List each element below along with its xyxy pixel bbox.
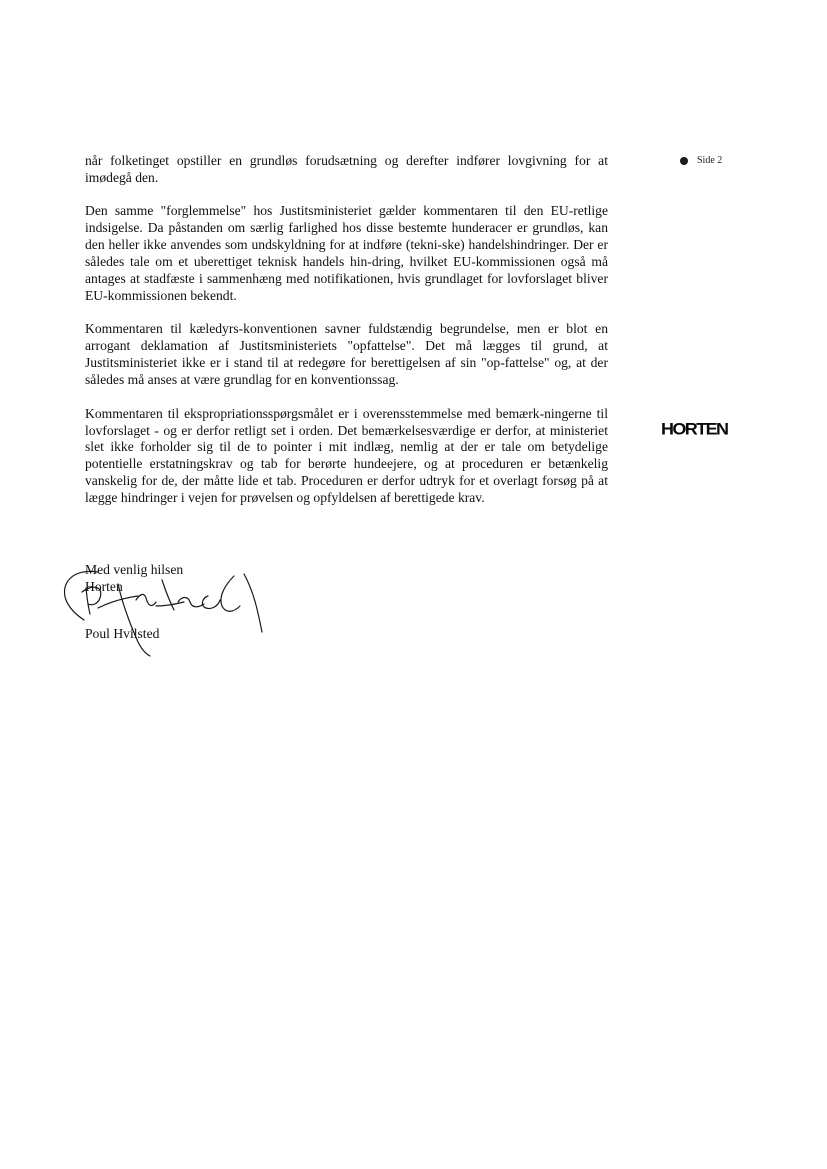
paragraph: Kommentaren til kæledyrs-konventionen savner fuldstændig begrundelse, men er blot en arrogant deklamation af Justitsministeriets "opfattelse". Det må lægges til grund, at Justitsministeriet ikke er i stand til at redegøre for berettigelsen af sin "op-fattelse" og, at der således må anses at være grundlag for en konventionssag. — [85, 321, 608, 388]
paragraph: Kommentaren til ekspropriationsspørgsmålet er i overensstemmelse med bemærk-ningerne til lovforslaget - og er derfor retligt set i orden. Det bemærkelsesværdige er derfor, at ministeriet slet ikke forholder sig til de to pointer i mit indlæg, nemlig at der er tale om betydelige potentielle erstatningskrav og tab for berørte hundeejere, og at proceduren er betænkelig vanskelig for de, der måtte lide et tab. Proceduren er derfor udtryk for et overlagt forsøg på at lægge hindringer i vejen for prøvelsen og opfyldelsen af berettigede krav. — [85, 405, 608, 506]
paragraph: Den samme "forglemmelse" hos Justitsministeriet gælder kommentaren til den EU-retlige indsigelse. Da påstanden om særlig farlighed hos disse bestemte hunderacer er grundløs, kan den heller ikke anvendes som undskyldning for at indføre (tekni-ske) handelshindringer. Der er således tale om et uberettiget teknisk handels hin-dring, hvilket EU-kommissionen også må antages at stadfæste i sammenhæng med notifikationen, hvis grundlaget for lovforslaget bliver EU-kommissionen bekendt. — [85, 203, 608, 303]
horten-logo: HORTEN — [661, 420, 728, 438]
closing-greeting: Med venlig hilsen — [85, 562, 184, 577]
page-marker — [680, 155, 722, 166]
paragraph: når folketinget opstiller en grundløs forudsætning og derefter indfører lovgivning for at imødegå den. — [85, 153, 608, 185]
signer-name: Poul Hvilsted — [85, 626, 160, 641]
bullet-dot-icon — [680, 157, 688, 165]
page-number: Side 2 — [697, 155, 723, 166]
handwritten-signature — [58, 562, 268, 658]
letter-body — [85, 153, 608, 524]
closing-company: Horten — [85, 579, 123, 594]
